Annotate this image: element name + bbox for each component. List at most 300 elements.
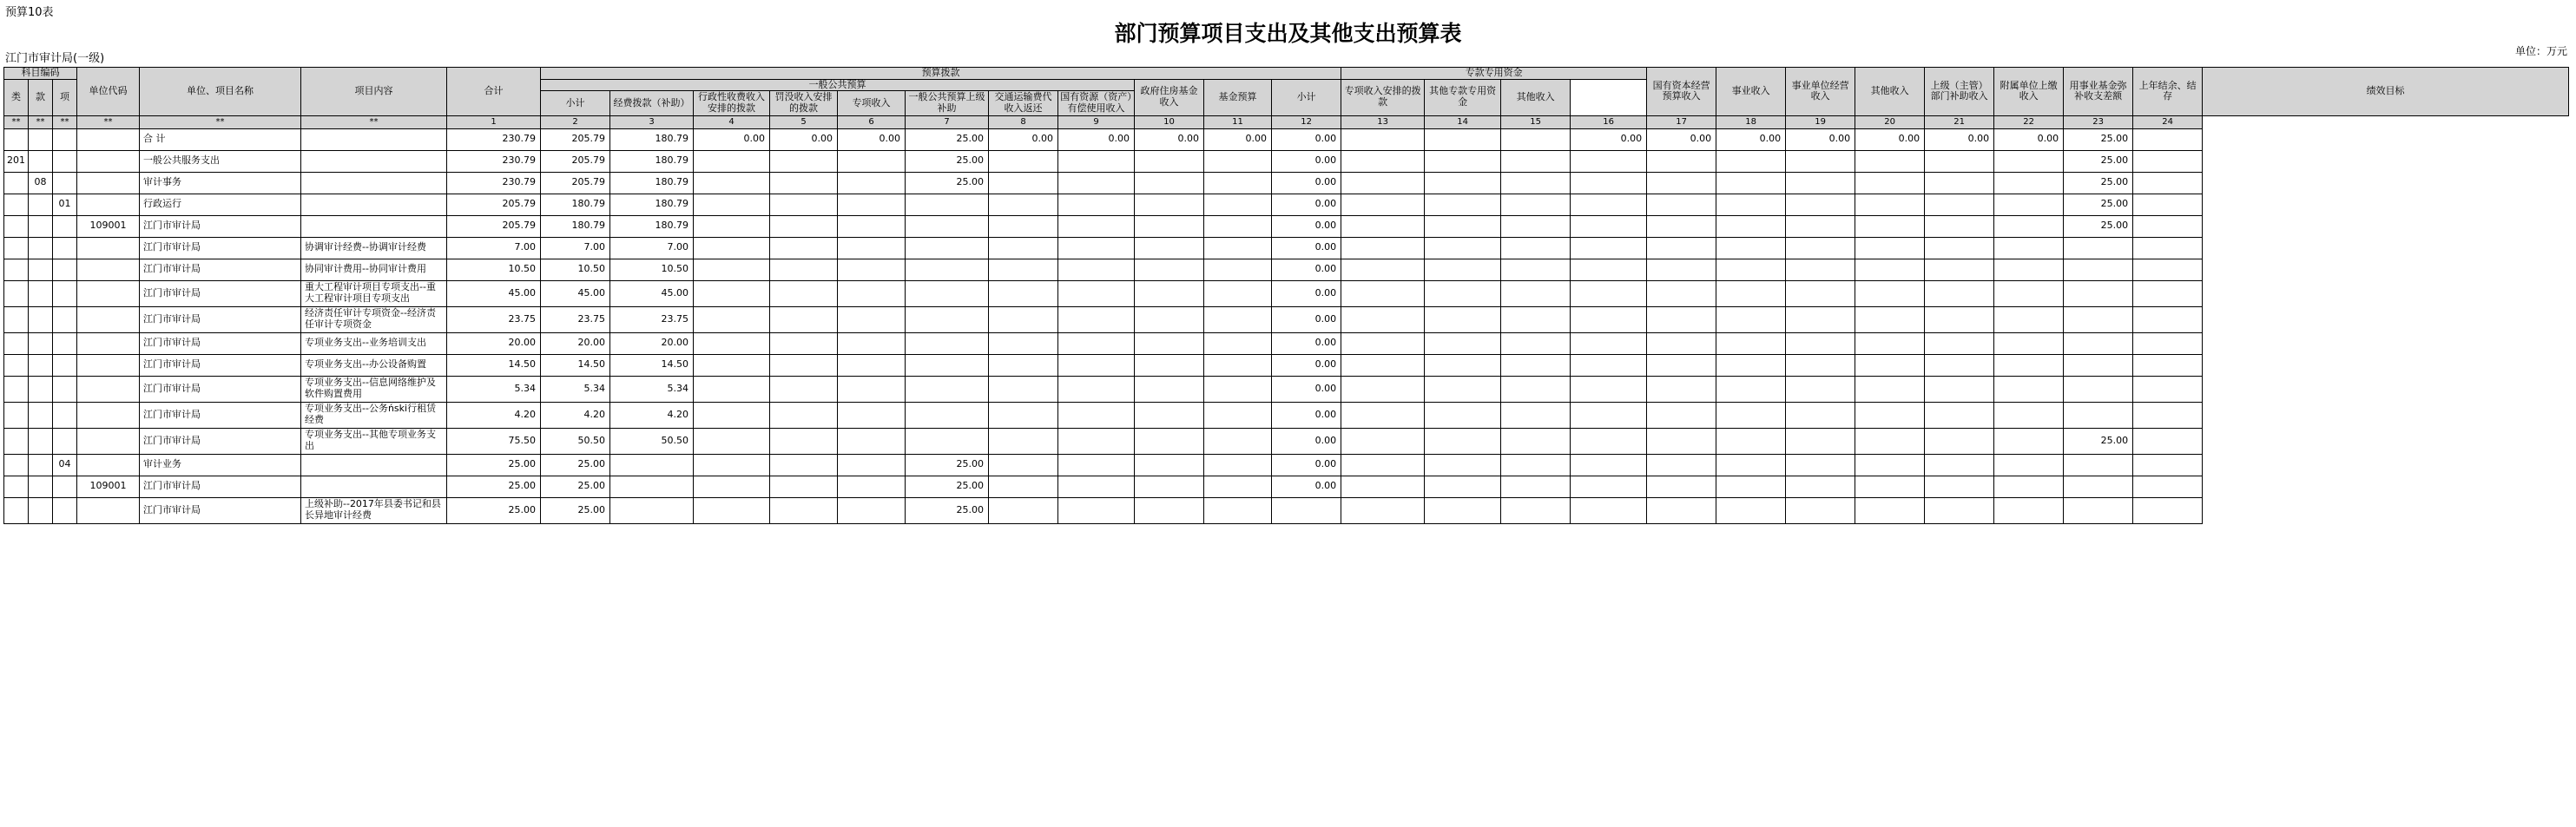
cell-lei [4, 332, 29, 354]
cell-special [838, 194, 906, 215]
cell-lei [4, 497, 29, 523]
cell-prior: 25.00 [2064, 172, 2133, 194]
colnum-7: 2 [541, 115, 610, 128]
cell-unit-project: 审计业务 [140, 454, 301, 476]
cell-gp-extra [906, 402, 989, 428]
cell-prior: 25.00 [2064, 128, 2133, 150]
cell-regular: 180.79 [610, 172, 694, 194]
cell-unit-biz [1716, 402, 1786, 428]
cell-sf-other-sp [1425, 306, 1501, 332]
cell-admin [694, 497, 770, 523]
cell-project-content [301, 194, 447, 215]
cell-total: 4.20 [447, 402, 541, 428]
cell-special [838, 402, 906, 428]
cell-sf-other-sp [1425, 476, 1501, 497]
cell-prior [2064, 332, 2133, 354]
cell-special [838, 259, 906, 280]
cell-state-cap [1571, 476, 1647, 497]
cell-penalty [770, 237, 838, 259]
colnum-10: 5 [770, 115, 838, 128]
cell-state-cap [1571, 454, 1647, 476]
cell-sf-sub: 0.00 [1272, 194, 1341, 215]
cell-special [838, 150, 906, 172]
cell-project-content [301, 172, 447, 194]
cell-state-res [1058, 259, 1135, 280]
cell-sf-other-sp [1425, 150, 1501, 172]
cell-admin [694, 194, 770, 215]
cell-unit-code [77, 428, 140, 454]
cell-gp-extra: 25.00 [906, 128, 989, 150]
cell-sf-arr [1341, 376, 1425, 402]
cell-sf-other-inc [1501, 306, 1571, 332]
cell-biz [1647, 215, 1716, 237]
cell-project-content: 协调审计经费--协调审计经费 [301, 237, 447, 259]
cell-unit-project: 江门市审计局 [140, 376, 301, 402]
cell-sf-sub: 0.00 [1272, 259, 1341, 280]
cell-prior [2064, 354, 2133, 376]
header-xiang: 项 [53, 79, 77, 115]
header-admin-fee-income: 行政性收费收入安排的拨款 [694, 91, 770, 115]
cell-biz [1647, 172, 1716, 194]
cell-unit-biz [1716, 428, 1786, 454]
cell-unit-project: 江门市审计局 [140, 428, 301, 454]
header-subtotal: 小计 [541, 91, 610, 115]
colnum-29: 24 [2133, 115, 2203, 128]
cell-unit-biz [1716, 332, 1786, 354]
colnum-13: 8 [989, 115, 1058, 128]
table-row [4, 259, 2569, 280]
cell-state-cap [1571, 194, 1647, 215]
cell-fund-budget [1204, 172, 1272, 194]
cell-xiang [53, 237, 77, 259]
cell-fund-bal [1994, 354, 2064, 376]
cell-fund-bal [1994, 259, 2064, 280]
cell-unit-project: 一般公共服务支出 [140, 150, 301, 172]
cell-penalty [770, 454, 838, 476]
cell-special [838, 172, 906, 194]
cell-kuan [29, 280, 53, 306]
cell-prior [2064, 376, 2133, 402]
table-row [4, 376, 2569, 402]
colnum-27: 22 [1994, 115, 2064, 128]
cell-perf [2133, 306, 2203, 332]
cell-special [838, 280, 906, 306]
cell-gov-house [1135, 280, 1204, 306]
cell-sub: 20.00 [541, 332, 610, 354]
cell-admin [694, 150, 770, 172]
colnum-0: ** [4, 115, 29, 128]
cell-kuan [29, 402, 53, 428]
cell-sf-other-inc [1501, 280, 1571, 306]
cell-unit-biz [1716, 454, 1786, 476]
cell-prior: 25.00 [2064, 215, 2133, 237]
cell-penalty [770, 402, 838, 428]
cell-admin [694, 215, 770, 237]
cell-affil [1925, 306, 1994, 332]
cell-fund-bal [1994, 150, 2064, 172]
header-unit-code: 单位代码 [77, 68, 140, 116]
header-unit-project: 单位、项目名称 [140, 68, 301, 116]
cell-biz [1647, 306, 1716, 332]
cell-affil [1925, 354, 1994, 376]
cell-other [1786, 454, 1855, 476]
cell-gp-extra [906, 194, 989, 215]
cell-sf-sub: 0.00 [1272, 150, 1341, 172]
cell-unit-code [77, 497, 140, 523]
cell-penalty [770, 280, 838, 306]
colnum-16: 11 [1204, 115, 1272, 128]
header-budget-funds: 预算拨款 [541, 68, 1341, 80]
cell-sf-arr [1341, 332, 1425, 354]
cell-unit-code [77, 402, 140, 428]
cell-transport [989, 150, 1058, 172]
cell-sf-other-sp [1425, 194, 1501, 215]
cell-fund-bal [1994, 376, 2064, 402]
header-sf-other-income: 其他收入 [1501, 79, 1571, 115]
cell-sup-sub: 0.00 [1855, 128, 1925, 150]
cell-sf-arr [1341, 497, 1425, 523]
cell-sf-sub: 0.00 [1272, 280, 1341, 306]
cell-total: 230.79 [447, 150, 541, 172]
cell-unit-biz [1716, 215, 1786, 237]
cell-prior: 25.00 [2064, 150, 2133, 172]
colnum-21: 16 [1571, 115, 1647, 128]
cell-sup-sub [1855, 306, 1925, 332]
cell-fund-bal [1994, 306, 2064, 332]
cell-state-res [1058, 306, 1135, 332]
cell-xiang [53, 497, 77, 523]
cell-gov-house [1135, 428, 1204, 454]
colnum-2: ** [53, 115, 77, 128]
header-business-income: 事业收入 [1716, 68, 1786, 116]
cell-gp-extra: 25.00 [906, 497, 989, 523]
cell-regular: 180.79 [610, 215, 694, 237]
cell-penalty [770, 476, 838, 497]
cell-sf-other-inc [1501, 259, 1571, 280]
cell-transport [989, 280, 1058, 306]
cell-other [1786, 259, 1855, 280]
cell-gov-house [1135, 150, 1204, 172]
cell-lei [4, 259, 29, 280]
cell-prior [2064, 306, 2133, 332]
table-row [4, 306, 2569, 332]
cell-gp-extra [906, 354, 989, 376]
cell-unit-code [77, 354, 140, 376]
cell-biz [1647, 497, 1716, 523]
cell-biz: 0.00 [1647, 128, 1716, 150]
header-state-resource: 国有资源（资产）有偿使用收入 [1058, 91, 1135, 115]
cell-fund-bal [1994, 476, 2064, 497]
cell-affil [1925, 428, 1994, 454]
cell-perf [2133, 497, 2203, 523]
cell-prior: 25.00 [2064, 428, 2133, 454]
cell-special [838, 332, 906, 354]
header-code-group: 科目编码 [4, 68, 77, 80]
cell-other [1786, 332, 1855, 354]
cell-regular: 180.79 [610, 150, 694, 172]
cell-transport [989, 215, 1058, 237]
cell-gov-house [1135, 454, 1204, 476]
cell-gp-extra: 25.00 [906, 150, 989, 172]
cell-gp-extra: 25.00 [906, 454, 989, 476]
header-other-income: 其他收入 [1855, 68, 1925, 116]
cell-fund-budget [1204, 497, 1272, 523]
cell-total: 7.00 [447, 237, 541, 259]
cell-sf-sub: 0.00 [1272, 428, 1341, 454]
cell-unit-biz [1716, 476, 1786, 497]
colnum-15: 10 [1135, 115, 1204, 128]
cell-transport [989, 259, 1058, 280]
cell-regular: 23.75 [610, 306, 694, 332]
cell-xiang [53, 172, 77, 194]
cell-unit-code [77, 150, 140, 172]
cell-unit-biz: 0.00 [1716, 128, 1786, 150]
cell-project-content: 专项业务支出--办公设备购置 [301, 354, 447, 376]
cell-fund-bal: 0.00 [1994, 128, 2064, 150]
cell-kuan [29, 376, 53, 402]
cell-project-content: 专项业务支出--公务ński行租赁经费 [301, 402, 447, 428]
cell-fund-bal [1994, 237, 2064, 259]
cell-sf-sub: 0.00 [1272, 128, 1341, 150]
header-prior-balance: 上年结余、结存 [2133, 68, 2203, 116]
cell-transport [989, 476, 1058, 497]
header-state-capital: 国有资本经营预算收入 [1647, 68, 1716, 116]
cell-state-res [1058, 497, 1135, 523]
cell-affil [1925, 259, 1994, 280]
cell-lei [4, 454, 29, 476]
cell-sf-other-inc [1501, 332, 1571, 354]
cell-sup-sub [1855, 497, 1925, 523]
cell-unit-project: 江门市审计局 [140, 280, 301, 306]
cell-perf [2133, 150, 2203, 172]
cell-sf-other-sp [1425, 428, 1501, 454]
cell-sf-other-inc [1501, 128, 1571, 150]
cell-kuan [29, 128, 53, 150]
cell-unit-project: 江门市审计局 [140, 354, 301, 376]
cell-penalty [770, 428, 838, 454]
cell-kuan [29, 215, 53, 237]
cell-sub: 180.79 [541, 194, 610, 215]
cell-sf-arr [1341, 128, 1425, 150]
cell-unit-biz [1716, 280, 1786, 306]
cell-sub: 7.00 [541, 237, 610, 259]
cell-other [1786, 172, 1855, 194]
cell-admin [694, 354, 770, 376]
cell-other [1786, 354, 1855, 376]
header-sf-arranged: 专项收入安排的拨款 [1341, 79, 1425, 115]
cell-fund-budget [1204, 376, 1272, 402]
cell-sf-other-sp [1425, 280, 1501, 306]
cell-fund-bal [1994, 280, 2064, 306]
cell-state-res [1058, 172, 1135, 194]
cell-sf-sub: 0.00 [1272, 237, 1341, 259]
cell-transport [989, 376, 1058, 402]
cell-sub: 10.50 [541, 259, 610, 280]
cell-perf [2133, 332, 2203, 354]
header-general-public: 一般公共预算 [541, 79, 1135, 91]
cell-prior [2064, 237, 2133, 259]
cell-perf [2133, 376, 2203, 402]
cell-total: 10.50 [447, 259, 541, 280]
cell-penalty [770, 150, 838, 172]
cell-state-cap: 0.00 [1571, 128, 1647, 150]
cell-xiang [53, 376, 77, 402]
cell-unit-project: 行政运行 [140, 194, 301, 215]
cell-sf-sub: 0.00 [1272, 402, 1341, 428]
cell-sup-sub [1855, 354, 1925, 376]
cell-kuan [29, 497, 53, 523]
cell-unit-code: 109001 [77, 476, 140, 497]
cell-regular: 50.50 [610, 428, 694, 454]
cell-gp-extra [906, 428, 989, 454]
table-row [4, 497, 2569, 523]
cell-regular: 5.34 [610, 376, 694, 402]
cell-lei [4, 402, 29, 428]
cell-state-res [1058, 280, 1135, 306]
header-sf-other-special: 其他专款专用资金 [1425, 79, 1501, 115]
cell-total: 230.79 [447, 172, 541, 194]
cell-sup-sub [1855, 376, 1925, 402]
cell-total: 23.75 [447, 306, 541, 332]
cell-sf-other-sp [1425, 454, 1501, 476]
cell-xiang [53, 306, 77, 332]
cell-sup-sub [1855, 215, 1925, 237]
cell-transport [989, 172, 1058, 194]
cell-affil: 0.00 [1925, 128, 1994, 150]
cell-project-content [301, 150, 447, 172]
cell-unit-code [77, 376, 140, 402]
cell-fund-budget [1204, 476, 1272, 497]
cell-project-content: 协同审计费用--协同审计费用 [301, 259, 447, 280]
cell-unit-biz [1716, 354, 1786, 376]
cell-state-res [1058, 428, 1135, 454]
cell-lei [4, 194, 29, 215]
header-performance-target: 绩效目标 [2203, 68, 2569, 116]
cell-xiang [53, 215, 77, 237]
cell-perf [2133, 402, 2203, 428]
cell-fund-bal [1994, 402, 2064, 428]
cell-sub: 205.79 [541, 150, 610, 172]
cell-fund-bal [1994, 428, 2064, 454]
cell-unit-project: 合 计 [140, 128, 301, 150]
cell-affil [1925, 402, 1994, 428]
cell-other [1786, 428, 1855, 454]
cell-sub: 4.20 [541, 402, 610, 428]
colnum-8: 3 [610, 115, 694, 128]
cell-project-content: 经济责任审计专项资金--经济责任审计专项资金 [301, 306, 447, 332]
cell-sf-arr [1341, 259, 1425, 280]
cell-sub: 50.50 [541, 428, 610, 454]
cell-project-content: 专项业务支出--其他专项业务支出 [301, 428, 447, 454]
cell-lei [4, 476, 29, 497]
table-row [4, 454, 2569, 476]
cell-biz [1647, 428, 1716, 454]
cell-admin [694, 280, 770, 306]
header-transport-fee: 交通运输费代收入返还 [989, 91, 1058, 115]
cell-affil [1925, 237, 1994, 259]
colnum-20: 15 [1501, 115, 1571, 128]
cell-biz [1647, 237, 1716, 259]
cell-unit-project: 江门市审计局 [140, 402, 301, 428]
cell-special [838, 354, 906, 376]
cell-prior [2064, 402, 2133, 428]
cell-state-cap [1571, 172, 1647, 194]
table-row [4, 237, 2569, 259]
cell-unit-code [77, 454, 140, 476]
cell-biz [1647, 332, 1716, 354]
cell-xiang: 04 [53, 454, 77, 476]
cell-sub: 205.79 [541, 128, 610, 150]
cell-affil [1925, 332, 1994, 354]
cell-affil [1925, 280, 1994, 306]
cell-admin [694, 237, 770, 259]
cell-sf-sub: 0.00 [1272, 306, 1341, 332]
cell-regular: 4.20 [610, 402, 694, 428]
header-project-content: 项目内容 [301, 68, 447, 116]
cell-sf-sub: 0.00 [1272, 172, 1341, 194]
cell-transport [989, 402, 1058, 428]
cell-special [838, 476, 906, 497]
cell-perf [2133, 194, 2203, 215]
cell-special [838, 215, 906, 237]
cell-state-cap [1571, 259, 1647, 280]
cell-transport [989, 237, 1058, 259]
cell-penalty [770, 194, 838, 215]
cell-penalty [770, 259, 838, 280]
cell-sf-other-sp [1425, 376, 1501, 402]
cell-affil [1925, 194, 1994, 215]
cell-unit-project: 江门市审计局 [140, 237, 301, 259]
cell-fund-budget: 0.00 [1204, 128, 1272, 150]
cell-xiang [53, 280, 77, 306]
table-row [4, 194, 2569, 215]
cell-state-res [1058, 454, 1135, 476]
cell-state-cap [1571, 306, 1647, 332]
cell-sf-arr [1341, 306, 1425, 332]
cell-kuan [29, 428, 53, 454]
cell-sf-other-inc [1501, 376, 1571, 402]
cell-total: 25.00 [447, 454, 541, 476]
cell-total: 20.00 [447, 332, 541, 354]
cell-sf-sub: 0.00 [1272, 376, 1341, 402]
cell-fund-bal [1994, 194, 2064, 215]
cell-unit-biz [1716, 237, 1786, 259]
colnum-11: 6 [838, 115, 906, 128]
cell-state-res [1058, 150, 1135, 172]
header-gov-housing-fund: 政府住房基金收入 [1135, 79, 1204, 115]
cell-sf-sub: 0.00 [1272, 454, 1341, 476]
cell-prior [2064, 497, 2133, 523]
header-total: 合计 [447, 68, 541, 116]
cell-unit-biz [1716, 376, 1786, 402]
cell-total: 14.50 [447, 354, 541, 376]
cell-fund-bal [1994, 332, 2064, 354]
cell-unit-code [77, 259, 140, 280]
cell-total: 75.50 [447, 428, 541, 454]
cell-penalty [770, 354, 838, 376]
cell-fund-budget [1204, 402, 1272, 428]
cell-state-res [1058, 476, 1135, 497]
cell-sup-sub [1855, 476, 1925, 497]
cell-special [838, 237, 906, 259]
colnum-4: ** [140, 115, 301, 128]
cell-sf-arr [1341, 150, 1425, 172]
cell-state-cap [1571, 402, 1647, 428]
colnum-18: 13 [1341, 115, 1425, 128]
cell-state-res [1058, 332, 1135, 354]
cell-project-content [301, 215, 447, 237]
cell-state-res [1058, 194, 1135, 215]
